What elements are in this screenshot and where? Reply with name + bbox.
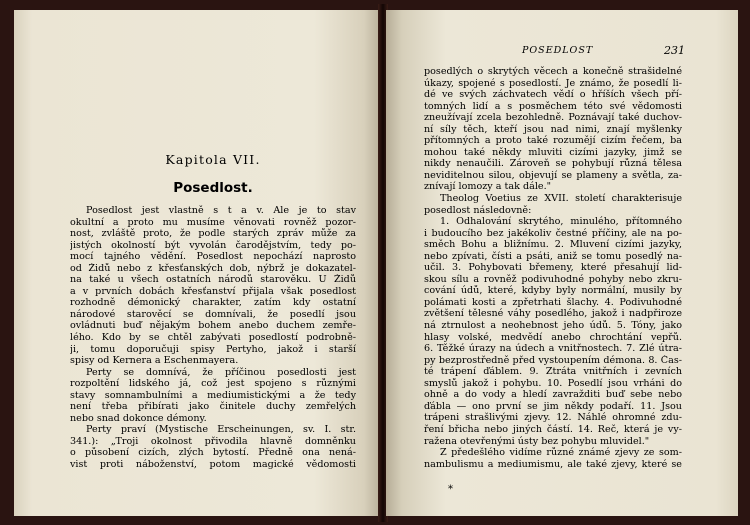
text-line: ražena otevřenými ústy bez pohybu mluvidel." [424, 435, 650, 447]
text-line: a v prvních dobách křesťanství přijala však posedlost [70, 285, 356, 297]
text-line: ření břicha nebo jiných částí. 14. Reč, která je vy- [424, 423, 682, 435]
text-line: přítomných a proto také rozumějí cizím řečem, ba [424, 135, 682, 147]
text-line: nikdy nenaučili. Zároveň se pohybují různá tělesa [424, 158, 682, 170]
text-line: zvětšení tělesné váhy posedlého, jakož i nadpřiroze [424, 308, 682, 320]
chapter-title: Posedlost. [173, 180, 253, 196]
text-line: nebo snad dokonce démony. [70, 412, 207, 424]
text-line: směch Bohu a bližnímu. 2. Mluvení cizími jazyky, [424, 239, 682, 251]
text-line: rozhodně démonický charakter, zatím kdy ostatní [70, 297, 356, 309]
text-line: okultní a proto mu musíme věnovati rovněž pozor- [70, 216, 356, 228]
text-line: Theolog Voetius ze XVII. století charakterisuje [440, 193, 682, 205]
text-line: Z předešlého vidíme různé známé zjevy ze som- [440, 447, 682, 459]
text-line: neviditelnou silou, objevují se plameny a světla, za- [424, 169, 682, 181]
text-line: nambulismu a mediumismu, ale také zjevy, které se [424, 458, 682, 470]
text-line: i budoucího bez jakékoliv čestné příčiny, ale na po- [424, 227, 682, 239]
text-line: ji, tomu doporučuji spisy Pertyho, jakož i starší [70, 343, 356, 355]
text-line: jistých okolností být vyvolán čarodějstvím, tedy po- [70, 239, 356, 251]
text-line: rozpoltění lidského já, což jest spojeno s různými [70, 378, 356, 390]
running-head: POSEDLOST [522, 45, 594, 56]
text-line: úkazy, spojené s posedlostí. Je známo, že posedlí li- [424, 77, 682, 89]
text-line: dé ve svých záchvatech vědí o hříších všech pří- [424, 89, 682, 101]
text-line: skou sílu a rovněž podivuhodné pohyby nebo zkru- [424, 273, 682, 285]
text-line: národové starověcí se domnívali, že posedlí jsou [70, 308, 356, 320]
text-line: od Židů nebo z křesťanských dob, nýbrž je dokazatel- [70, 262, 356, 274]
text-line: ná ztrnulost a neohebnost jeho údů. 5. Tóny, jako [424, 320, 682, 332]
text-line: nost, zvláště proto, že podle starých zpráv může za [70, 228, 356, 240]
text-line: na také u všech ostatních národů starověku. U Židů [70, 274, 356, 286]
text-line: posedlých o skrytých věcech a konečně strašidelné [424, 66, 682, 77]
text-line: Perty se domnívá, že příčinou posedlosti jest [86, 366, 356, 378]
text-line: té trápení ďáblem. 9. Ztráta vnitřních i zevních [424, 366, 682, 378]
text-line: posedlost následovně: [424, 204, 532, 216]
text-line: Posedlost jest vlastně s t a v. Ale je to stav [86, 205, 356, 216]
signature-mark: * [448, 484, 453, 495]
text-line: 341.): „Troji okolnost přivodila hlavně domněnku [70, 435, 356, 447]
text-line: ohně a do vody a hledí zavražditi buď sebe nebo [424, 389, 682, 401]
text-line: polámati kosti a zpřetrhati šlachy. 4. Podivuhodné [424, 296, 682, 308]
text-line: učil. 3. Pohybovati břemeny, které přesahují lid- [424, 262, 682, 274]
text-line: zneužívají zcela bezohledně. Poznávají také duchov- [424, 112, 682, 124]
text-line: smyslů jakož i pohybu. 10. Posedlí jsou vrháni do [424, 377, 682, 389]
text-line: vist proti náboženství, potom magické vědomosti [70, 459, 356, 471]
text-line: Perty praví (Mystische Erscheinungen, sv. I. str. [86, 424, 356, 436]
page-number: 231 [664, 44, 685, 57]
text-line: 1. Odhalování skrytého, minulého, přítomného [440, 216, 682, 228]
text-line: ovládnuti buď nějakým bohem anebo duchem zemře- [70, 320, 356, 332]
text-line: znívají lomozy a tak dále." [424, 181, 552, 193]
text-line: cování údů, které, kdyby byly normální, musily by [424, 285, 682, 297]
text-line: mohou také někdy mluviti cizími jazyky, jimž se [424, 146, 682, 158]
text-line: ďábla — ono první se jim někdy podaří. 11. Jsou [424, 400, 682, 412]
text-line: lého. Kdo by se chtěl zabývati posedlostí podrobně- [70, 332, 356, 344]
left-page-body [70, 205, 356, 471]
text-line: spisy od Kernera a Eschenmayera. [70, 355, 239, 367]
text-line: stavy somnambulními a mediumistickými a že tedy [70, 389, 356, 401]
right-page-body [424, 66, 682, 470]
text-line: mocí tajného vědění. Posedlost nepochází naprosto [70, 251, 356, 263]
chapter-heading: Kapitola VII. [165, 152, 261, 167]
text-line: trápeni strašlivými zjevy. 12. Náhlé ohromné zdu- [424, 412, 682, 424]
text-line: py bezprostředně před vystoupením démona. 8. Čas- [424, 354, 682, 366]
text-line: o působení cizích, zlých bytostí. Předně ona nená- [70, 447, 356, 459]
text-line: tomných lidí a s posměchem této své vědomosti [424, 100, 682, 112]
text-line: nebo zpívati, čísti a psáti, aniž se tomu posedlý na- [424, 250, 682, 262]
text-line: 6. Těžké úrazy na údech a vnitřnostech. 7. Zlé útra- [424, 343, 682, 355]
text-line: není třeba přibírati jako činitele duchy zemřelých [70, 401, 356, 413]
text-line: ní síly těch, kteří jsou nad nimi, znají myšlenky [424, 123, 682, 135]
text-line: hlasy volské, medvědí anebo chrochtání vepřů. [424, 331, 682, 343]
